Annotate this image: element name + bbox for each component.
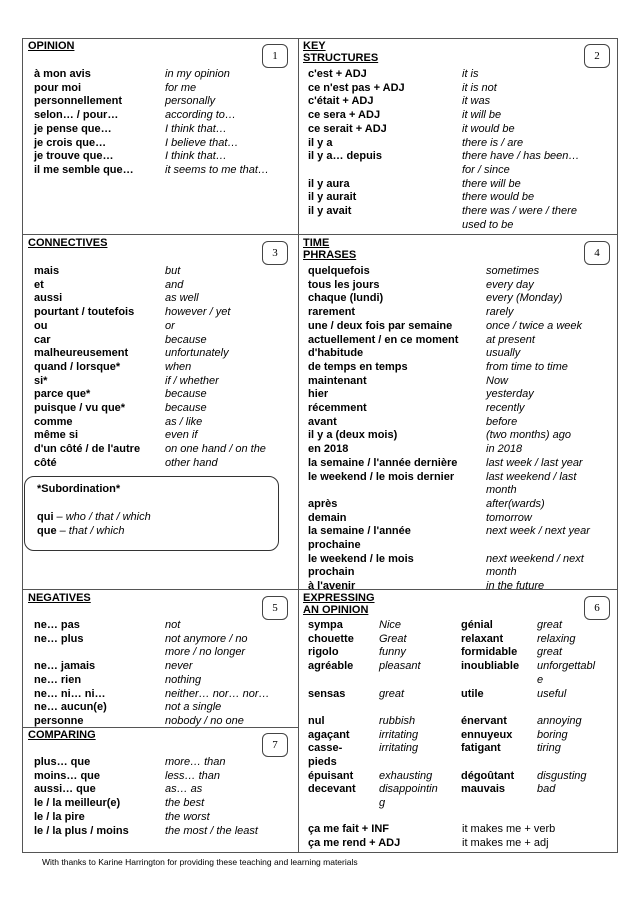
- term-en: other hand: [165, 456, 218, 469]
- term-fr: il y a (deux mois): [308, 429, 398, 442]
- term-fr: à l'avenir: [308, 580, 356, 593]
- term-en: sometimes: [486, 265, 540, 277]
- adjective-en: Nice: [379, 619, 402, 631]
- term-fr: c'était + ADJ: [308, 95, 374, 108]
- term-fr: et: [34, 278, 44, 291]
- term-fr: ne… jamais: [34, 660, 96, 673]
- adjective-fr: fatigant: [461, 742, 501, 755]
- section-number-badge: 3: [262, 241, 288, 265]
- term-fr: d'habitude: [308, 347, 364, 360]
- term-fr: prochaine: [308, 539, 361, 551]
- term-en: not anymore / no: [165, 632, 248, 645]
- adjective-en: boring: [537, 728, 568, 741]
- term-en: less… than: [165, 769, 221, 782]
- term-en: before: [486, 415, 518, 428]
- term-en: there would be: [462, 191, 535, 204]
- section-number-badge: 1: [262, 44, 288, 68]
- adjective-fr: énervant: [461, 714, 507, 727]
- term-fr: ce n'est pas + ADJ: [308, 81, 405, 94]
- term-en: when: [165, 360, 192, 373]
- term-fr: avant: [308, 415, 337, 428]
- term-fr: personnellement: [34, 95, 123, 108]
- term-fr: demain: [308, 511, 347, 524]
- term-en: if / whether: [165, 374, 219, 387]
- term-fr: il y avait: [308, 205, 352, 217]
- term-en: there is / are: [462, 136, 524, 149]
- adjective-en: irritating: [379, 742, 419, 755]
- term-en: it seems to me that…: [165, 163, 269, 176]
- term-en: on one hand / on the: [165, 443, 266, 456]
- term-fr: rarement: [308, 306, 356, 319]
- term-en: neither… nor… nor…: [165, 687, 270, 700]
- row-divider-1: [22, 234, 618, 235]
- term-en: for / since: [462, 163, 510, 176]
- term-fr: car: [34, 333, 51, 346]
- term-fr: ce sera + ADJ: [308, 109, 381, 122]
- term-fr: après: [308, 497, 338, 510]
- term-en: nothing: [165, 673, 202, 686]
- term-fr: selon… / pour…: [34, 109, 119, 122]
- adjective-fr: pieds: [308, 756, 337, 768]
- term-fr: le / la meilleur(e): [34, 797, 121, 810]
- adjective-en: bad: [537, 783, 556, 796]
- section-number-badge: 2: [584, 44, 610, 68]
- adjective-fr: ennuyeux: [461, 728, 513, 741]
- term-fr: moins… que: [34, 769, 101, 782]
- subordination-line-qui: [37, 511, 151, 523]
- term-en: next weekend / next: [486, 552, 584, 565]
- structure-en: it makes me + adj: [462, 836, 549, 849]
- section-title: CONNECTIVES: [28, 237, 108, 249]
- term-en: not: [165, 619, 181, 631]
- structure-fr: ça me fait + INF: [308, 823, 390, 835]
- footer-credit: With thanks to Karine Harrington for providing these teaching and learning materials: [42, 857, 358, 867]
- adjective-fr: decevant: [308, 783, 356, 796]
- term-fr: actuellement / en ce moment: [308, 333, 459, 346]
- term-en: in 2018: [486, 443, 523, 456]
- term-fr: ne… ni… ni…: [34, 687, 106, 700]
- term-fr: à mon avis: [34, 68, 91, 80]
- term-en: unfortunately: [165, 347, 229, 360]
- adjective-en: pleasant: [379, 660, 421, 673]
- term-en: because: [165, 333, 207, 346]
- subordination-box: [24, 476, 279, 551]
- term-en: the most / the least: [165, 824, 258, 837]
- structure-en: it makes me + verb: [462, 823, 556, 835]
- adjective-fr: sympa: [308, 619, 343, 631]
- term-en: nobody / no one: [165, 714, 244, 727]
- term-fr: parce que*: [34, 388, 91, 401]
- subordination-title: *Subordination*: [37, 483, 121, 495]
- term-en: for me: [165, 81, 197, 94]
- adjective-fr: sensas: [308, 687, 346, 700]
- term-fr: en 2018: [308, 443, 349, 456]
- term-fr: ou: [34, 319, 48, 332]
- subordination-line-que: [37, 525, 124, 537]
- adjective-en: exhausting: [379, 769, 433, 782]
- term-en: it is not: [462, 81, 497, 94]
- term-en: I think that…: [165, 122, 227, 135]
- adjective-fr: agréable: [308, 660, 354, 673]
- term-en: as well: [165, 292, 199, 305]
- adjective-fr: génial: [461, 619, 493, 631]
- subordination-en: – who / that / which: [53, 511, 151, 523]
- term-fr: d'un côté / de l'autre: [34, 443, 141, 456]
- term-fr: tous les jours: [308, 278, 380, 291]
- term-fr: pour moi: [34, 81, 82, 94]
- term-en: every (Monday): [486, 292, 563, 305]
- adjective-en: great: [537, 619, 563, 631]
- term-fr: comme: [34, 415, 73, 428]
- adjective-fr: rigolo: [308, 646, 339, 659]
- term-fr: la semaine / l'année dernière: [308, 456, 458, 469]
- section-number-badge: 4: [584, 241, 610, 265]
- adjective-fr: nul: [308, 714, 325, 727]
- section-title: TIME PHRASES: [303, 237, 357, 261]
- term-fr: mais: [34, 265, 60, 277]
- adjective-fr: mauvais: [461, 783, 506, 796]
- term-en: it is: [462, 68, 479, 80]
- term-en: month: [486, 484, 517, 497]
- term-fr: la semaine / l'année: [308, 525, 411, 538]
- term-en: Now: [486, 374, 509, 387]
- section-title: COMPARING: [28, 729, 96, 741]
- term-fr: ne… pas: [34, 619, 80, 631]
- adjective-en: tiring: [537, 742, 561, 755]
- term-fr: ne… aucun(e): [34, 701, 107, 714]
- term-fr: il y a… depuis: [308, 150, 382, 163]
- adjective-en: e: [537, 673, 544, 686]
- term-en: used to be: [462, 218, 514, 231]
- adjective-en: disgusting: [537, 769, 587, 782]
- term-fr: une / deux fois par semaine: [308, 319, 453, 332]
- adjective-en: great: [379, 687, 405, 700]
- term-en: there have / has been…: [462, 150, 580, 163]
- term-en: personally: [165, 95, 216, 108]
- term-fr: il y a: [308, 136, 333, 149]
- subordination-en: – that / which: [56, 525, 125, 537]
- term-en: or: [165, 319, 175, 332]
- term-fr: personne: [34, 714, 84, 727]
- term-fr: il y aura: [308, 177, 350, 190]
- term-fr: il y aurait: [308, 191, 357, 204]
- adjective-en: relaxing: [537, 632, 576, 645]
- term-fr: prochain: [308, 566, 355, 579]
- term-en: in the future: [486, 580, 545, 593]
- term-fr: quelquefois: [308, 265, 370, 277]
- term-fr: chaque (lundi): [308, 292, 384, 305]
- term-fr: le / la pire: [34, 810, 85, 823]
- term-en: at present: [486, 333, 535, 346]
- term-fr: je trouve que…: [34, 150, 114, 163]
- term-fr: plus… que: [34, 756, 91, 768]
- term-en: recently: [486, 402, 525, 414]
- adjective-en: rubbish: [379, 714, 416, 727]
- term-en: rarely: [486, 306, 514, 319]
- row-divider-3: [22, 727, 298, 728]
- term-en: I think that…: [165, 150, 227, 163]
- term-fr: malheureusement: [34, 347, 129, 360]
- term-fr: côté: [34, 456, 57, 469]
- term-en: the worst: [165, 810, 210, 823]
- term-en: tomorrow: [486, 511, 532, 524]
- adjective-fr: chouette: [308, 632, 354, 645]
- term-en: next week / next year: [486, 525, 590, 538]
- term-fr: de temps en temps: [308, 360, 408, 373]
- term-fr: récemment: [308, 402, 367, 414]
- adjective-en: unforgettabl: [537, 660, 596, 673]
- section-number-badge: 5: [262, 596, 288, 620]
- term-fr: maintenant: [308, 374, 367, 387]
- term-fr: puisque / vu que*: [34, 402, 126, 414]
- term-en: the best: [165, 797, 205, 810]
- term-en: according to…: [165, 109, 236, 122]
- term-fr: le weekend / le mois: [308, 552, 414, 565]
- term-en: once / twice a week: [486, 319, 582, 332]
- subordination-fr: qui: [37, 511, 54, 523]
- adjective-fr: utile: [461, 687, 484, 700]
- section-title: NEGATIVES: [28, 592, 91, 604]
- adjective-fr: formidable: [461, 646, 518, 659]
- term-en: after(wards): [486, 497, 545, 510]
- adjective-en: Great: [379, 632, 407, 645]
- section-number-badge: 7: [262, 733, 288, 757]
- term-fr: je pense que…: [34, 122, 112, 135]
- term-fr: aussi: [34, 292, 63, 305]
- term-en: it will be: [462, 109, 502, 122]
- term-en: as… as: [165, 783, 203, 796]
- term-en: last week / last year: [486, 456, 583, 469]
- section-title: OPINION: [28, 40, 75, 52]
- term-en: more / no longer: [165, 646, 246, 659]
- term-en: and: [165, 278, 184, 291]
- term-en: there was / were / there: [462, 205, 577, 217]
- adjective-fr: inoubliable: [461, 660, 520, 673]
- term-en: more… than: [165, 756, 226, 768]
- term-en: however / yet: [165, 306, 231, 319]
- term-en: yesterday: [486, 388, 534, 401]
- term-fr: quand / lorsque*: [34, 360, 121, 373]
- adjective-fr: épuisant: [308, 769, 354, 782]
- term-en: because: [165, 402, 207, 414]
- term-en: it would be: [462, 122, 515, 135]
- structure-fr: ça me rend + ADJ: [308, 836, 401, 849]
- section-title: KEY STRUCTURES: [303, 40, 379, 64]
- adjective-en: annoying: [537, 714, 582, 727]
- adjective-en: funny: [379, 646, 406, 659]
- adjective-en: g: [379, 797, 386, 810]
- term-en: last weekend / last: [486, 470, 577, 483]
- term-en: every day: [486, 278, 534, 291]
- term-en: not a single: [165, 701, 222, 714]
- term-fr: pourtant / toutefois: [34, 306, 135, 319]
- term-en: in my opinion: [165, 68, 230, 80]
- term-fr: le / la plus / moins: [34, 824, 129, 837]
- term-fr: hier: [308, 388, 329, 401]
- adjective-en: disappointin: [379, 783, 438, 796]
- subordination-fr: que: [37, 525, 57, 537]
- term-en: because: [165, 388, 207, 401]
- adjective-fr: agaçant: [308, 728, 350, 741]
- term-en: I believe that…: [165, 136, 239, 149]
- adjective-en: irritating: [379, 728, 419, 741]
- term-en: there will be: [462, 177, 521, 190]
- term-fr: si*: [34, 374, 48, 387]
- term-fr: je crois que…: [34, 136, 107, 149]
- term-fr: ne… plus: [34, 632, 84, 645]
- term-fr: le weekend / le mois dernier: [308, 470, 455, 483]
- term-en: month: [486, 566, 517, 579]
- term-en: as / like: [165, 415, 203, 428]
- term-fr: ne… rien: [34, 673, 82, 686]
- column-divider: [298, 38, 299, 853]
- term-en: but: [165, 265, 181, 277]
- term-fr: il me semble que…: [34, 163, 134, 176]
- term-en: from time to time: [486, 360, 568, 373]
- term-en: never: [165, 660, 193, 673]
- term-en: even if: [165, 429, 198, 442]
- adjective-fr: dégoûtant: [461, 769, 515, 782]
- term-en: it was: [462, 95, 491, 108]
- adjective-fr: casse-: [308, 742, 343, 755]
- term-fr: même si: [34, 429, 79, 442]
- adjective-fr: relaxant: [461, 632, 504, 645]
- section-number-badge: 6: [584, 596, 610, 620]
- adjective-en: useful: [537, 687, 567, 700]
- section-title: EXPRESSING AN OPINION: [303, 592, 375, 616]
- term-fr: ce serait + ADJ: [308, 122, 387, 135]
- adjective-en: great: [537, 646, 563, 659]
- term-fr: aussi… que: [34, 783, 96, 796]
- term-fr: c'est + ADJ: [308, 68, 367, 80]
- term-en: (two months) ago: [486, 429, 571, 442]
- term-en: usually: [486, 347, 521, 360]
